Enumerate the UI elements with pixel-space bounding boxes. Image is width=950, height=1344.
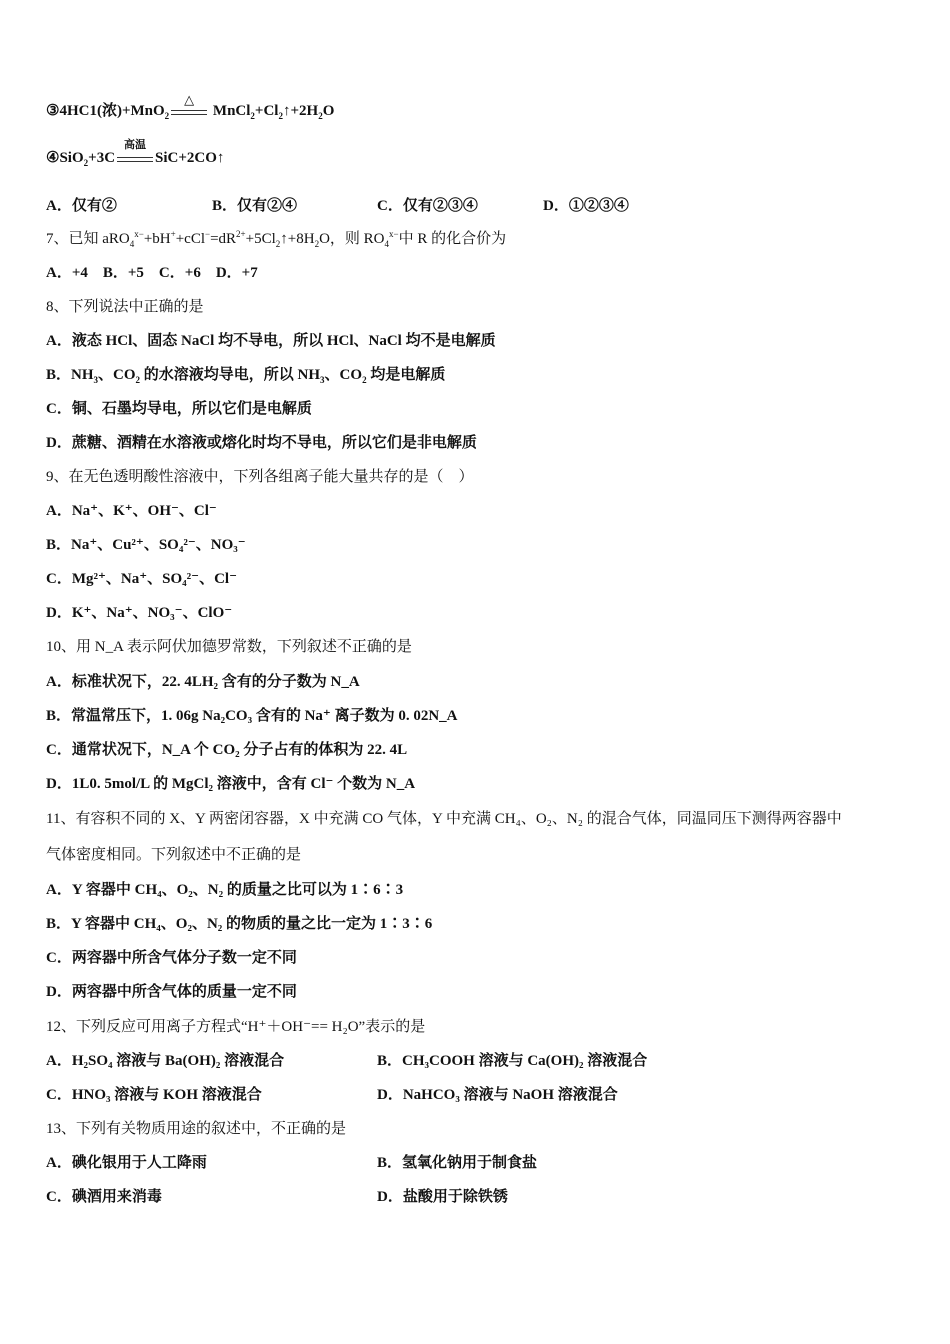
reaction-arrow [169, 91, 209, 122]
sup: + [170, 229, 176, 239]
q10-option-c: C．通常状况下，N_A 个 CO₂ 分子占有的体积为 22. 4L [46, 742, 408, 758]
text: O [322, 103, 335, 119]
eq-bar [117, 157, 153, 158]
q11-option-a: A．Y 容器中 CH₄、O₂、N₂ 的质量之比可以为 1∶6∶3 [46, 882, 404, 898]
reaction-4-left: SiO [59, 150, 84, 166]
option-a: A．仅有② [46, 198, 117, 214]
eq-bar [171, 110, 207, 111]
option-d: D．①②③④ [543, 198, 629, 214]
reaction-4 [46, 138, 225, 169]
reaction-3 [46, 91, 335, 122]
q9-stem: 9、在无色透明酸性溶液中，下列各组离子能大量共存的是（ ） [46, 469, 474, 485]
q12-stem: 12、下列反应可用离子方程式“H⁺＋OH⁻== H₂O”表示的是 [46, 1019, 426, 1035]
q9-option-b: B．Na⁺、Cu²⁺、SO₄²⁻、NO₃⁻ [46, 537, 246, 553]
sub: 2 [83, 158, 89, 168]
q11-stem-line1: 11、有容积不同的 X、Y 两密闭容器，X 中充满 CO 气体，Y 中充满 CH₄、O₂、N₂ 的混合气体，同温同压下测得两容器中 [46, 811, 842, 827]
sub: 3 [320, 375, 325, 385]
sub: 2 [318, 111, 323, 121]
q7-stem [46, 229, 506, 249]
q9-option-d: D．K⁺、Na⁺、NO₃⁻、ClO⁻ [46, 605, 233, 621]
q13-option-b: B．氢氧化钠用于制食盐 [377, 1155, 538, 1171]
sub: 2 [362, 375, 367, 385]
eq-bar [171, 114, 207, 115]
sub: 2 [278, 111, 283, 121]
q12-option-b: B．CH₃COOH 溶液与 Ca(OH)₂ 溶液混合 [377, 1053, 648, 1069]
text: 7、已知 aRO [46, 231, 130, 247]
sub: 4 [384, 239, 389, 249]
q12-option-c: C．HNO₃ 溶液与 KOH 溶液混合 [46, 1087, 262, 1103]
text: 的水溶液均导电，所以 NH [140, 367, 321, 383]
q13-option-a: A．碘化银用于人工降雨 [46, 1155, 207, 1171]
text: +5Cl [245, 231, 276, 247]
sub: 2 [250, 111, 255, 121]
q10-option-b: B．常温常压下，1. 06g Na₂CO₃ 含有的 Na⁺ 离子数为 0. 02N_A [46, 708, 458, 724]
text: B．NH [46, 367, 94, 383]
q12-option-d: D．NaHCO₃ 溶液与 NaOH 溶液混合 [377, 1087, 618, 1103]
text: +3C [88, 150, 116, 166]
q12-option-a: A．H₂SO₄ 溶液与 Ba(OH)₂ 溶液混合 [46, 1053, 285, 1069]
q13-option-c: C．碘酒用来消毒 [46, 1189, 162, 1205]
q13-option-d: D．盐酸用于除铁锈 [377, 1189, 508, 1205]
reaction-3-right: MnCl [209, 103, 251, 119]
text: 、CO [324, 367, 363, 383]
q10-option-a: A．标准状况下，22. 4LH₂ 含有的分子数为 N_A [46, 674, 360, 690]
q8-option-a: A．液态 HCl、固态 NaCl 均不导电，所以 HCl、NaCl 均不是电解质 [46, 333, 496, 349]
text: 、CO [98, 367, 136, 383]
text: 中 R 的化合价为 [398, 231, 507, 247]
sub: 3 [93, 375, 99, 385]
text: +bH [143, 231, 171, 247]
reaction-4-right: SiC+2CO↑ [155, 150, 225, 166]
reaction-3-num: ③ [46, 103, 60, 119]
q9-option-c: C．Mg²⁺、Na⁺、SO₄²⁻、Cl⁻ [46, 571, 237, 587]
reaction-condition: △ [184, 91, 195, 107]
sup: 2+ [236, 229, 246, 239]
q10-option-d: D．1L0. 5mol/L 的 MgCl₂ 溶液中，含有 Cl⁻ 个数为 N_A [46, 776, 416, 792]
option-c: C．仅有②③④ [377, 198, 478, 214]
sup: x− [134, 229, 144, 239]
sup: − [205, 229, 211, 239]
q8-option-b [46, 365, 445, 385]
text: 均是电解质 [366, 367, 446, 383]
q6-options [46, 196, 629, 216]
sup: x− [388, 229, 399, 239]
text: ↑+8H [280, 231, 315, 247]
text: +cCl [175, 231, 205, 247]
text: O，则 RO [319, 231, 385, 247]
q10-stem: 10、用 N_A 表示阿伏加德罗常数，下列叙述不正确的是 [46, 639, 412, 655]
q11-option-d: D．两容器中所含气体的质量一定不同 [46, 984, 297, 1000]
text: ↑+2H [282, 103, 319, 119]
sub: 2 [164, 111, 170, 121]
option-b: B．仅有②④ [212, 198, 298, 214]
text: +Cl [254, 103, 279, 119]
q7-options: A．+4 B．+5 C．+6 D．+7 [46, 265, 258, 281]
reaction-4-num: ④ [46, 150, 60, 166]
q11-stem-line2: 气体密度相同。下列叙述中不正确的是 [46, 847, 302, 863]
q8-option-c: C．铜、石墨均导电，所以它们是电解质 [46, 401, 312, 417]
reaction-condition: 高温 [124, 138, 147, 151]
reaction-arrow [115, 138, 155, 169]
q13-stem: 13、下列有关物质用途的叙述中，不正确的是 [46, 1121, 347, 1137]
sub: 4 [129, 239, 135, 249]
sub: 2 [275, 239, 281, 249]
q11-option-b: B．Y 容器中 CH₄、O₂、N₂ 的物质的量之比一定为 1∶3∶6 [46, 916, 433, 932]
text: =dR [210, 231, 237, 247]
q9-option-a: A．Na⁺、K⁺、OH⁻、Cl⁻ [46, 503, 217, 519]
q8-stem: 8、下列说法中正确的是 [46, 299, 204, 315]
sub: 2 [314, 239, 320, 249]
q8-option-d: D．蔗糖、酒精在水溶液或熔化时均不导电，所以它们是非电解质 [46, 435, 477, 451]
q11-option-c: C．两容器中所含气体分子数一定不同 [46, 950, 297, 966]
eq-bar [117, 161, 153, 162]
reaction-3-left: 4HC1(浓)+MnO [59, 103, 165, 119]
sub: 2 [135, 375, 141, 385]
